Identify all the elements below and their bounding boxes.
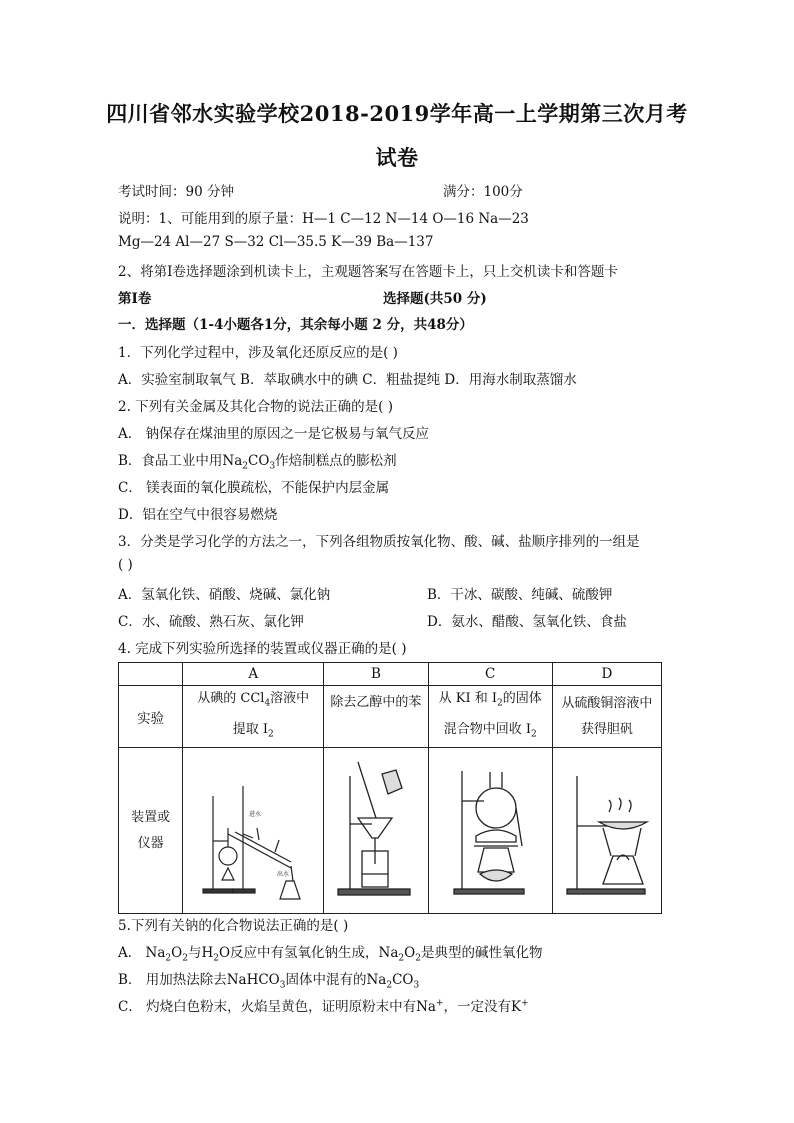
- evaporation-apparatus-image: [559, 756, 654, 906]
- q4-apparatus-row: [119, 748, 662, 914]
- full-score: 满分：100分: [443, 184, 523, 200]
- q4-table: [118, 662, 662, 914]
- cell-d-experiment: 从硫酸铜溶液中 获得胆矾: [552, 686, 661, 748]
- note-atomic-masses: 说明：1、可能用到的原子量：H—1 C—12 N—14 O—16 Na—23: [118, 211, 529, 227]
- distillation-apparatus-image: [193, 756, 313, 906]
- q3-option-c: C．水、硫酸、熟石灰、氯化钾: [118, 614, 304, 630]
- cell-d-apparatus: [552, 748, 661, 914]
- q3-stem: 3．分类是学习化学的方法之一，下列各组物质按氧化物、酸、碱、盐顺序排列的一组是: [118, 534, 640, 550]
- q1-options: A．实验室制取氧气 B．萃取碘水中的碘 C．粗盐提纯 D．用海水制取蒸馏水: [118, 372, 577, 388]
- q3-option-b: B．干冰、碳酸、纯碱、硫酸钾: [427, 587, 613, 603]
- q5-option-a: A． $Na_2O_2$与$H_2O$反应中有氢氧化钠生成，$Na_2O_2$是典型的碱性氧化物: [118, 945, 543, 964]
- part-title: 一．选择题（1-4小题各1分，其余每小题 2 分，共48分）: [118, 317, 473, 333]
- row-label-apparatus: 装置或 仪器: [119, 748, 183, 914]
- header-d: D: [552, 663, 661, 686]
- exam-time: 考试时间：90 分钟: [118, 184, 234, 200]
- inlet-label: 进水: [249, 810, 262, 818]
- q3-option-a: A．氢氧化铁、硝酸、烧碱、氯化钠: [118, 587, 331, 603]
- q3-paren: ( ): [118, 557, 133, 573]
- outlet-label: 出水: [277, 870, 290, 878]
- q5-option-b: B． 用加热法除去NaHCO$_3$固体中混有的$Na_2CO_3$: [118, 972, 420, 991]
- sublimation-apparatus-image: [438, 756, 543, 906]
- volume-title: 选择题(共50 分): [383, 291, 487, 307]
- volume-label: 第Ⅰ卷: [118, 291, 152, 307]
- row-label-experiment: 实验: [119, 686, 183, 748]
- q1-stem: 1．下列化学过程中，涉及氧化还原反应的是( ): [118, 345, 398, 361]
- q5-stem: 5.下列有关钠的化合物说法正确的是( ): [118, 918, 349, 934]
- exam-title-cont: 试卷: [375, 145, 419, 170]
- q2-option-a: A． 钠保存在煤油里的原因之一是它极易与氧气反应: [118, 426, 430, 442]
- q2-option-b: B．食品工业中用$Na_2CO_3$作焙制糕点的膨松剂: [118, 453, 397, 472]
- q2-option-c: C． 镁表面的氧化膜疏松，不能保护内层金属: [118, 480, 390, 496]
- q3-option-d: D．氨水、醋酸、氢氧化铁、食盐: [427, 614, 627, 630]
- cell-b-experiment: 除去乙醇中的苯: [324, 686, 429, 748]
- q5-option-c: C． 灼烧白色粉末，火焰呈黄色，证明原粉末中有Na+，一定没有K+: [118, 998, 529, 1015]
- q2-option-d: D．铝在空气中很容易燃烧: [118, 507, 278, 523]
- note-atomic-masses-cont: Mg—24 Al—27 S—32 Cl—35.5 K—39 Ba—137: [118, 234, 434, 250]
- cell-c-experiment: 从 KI 和 $I_2$的固体 混合物中回收 $I_2$: [428, 686, 552, 748]
- q4-header-row: [119, 663, 662, 686]
- header-empty: [119, 663, 183, 686]
- cell-c-apparatus: [428, 748, 552, 914]
- header-a: A: [183, 663, 324, 686]
- note-answer-sheet: 2、将第Ⅰ卷选择题涂到机读卡上，主观题答案写在答题卡上，只上交机读卡和答题卡: [118, 264, 618, 280]
- q4-stem: 4. 完成下列实验所选择的装置或仪器正确的是( ): [118, 641, 407, 657]
- header-c: C: [428, 663, 552, 686]
- filtration-apparatus-image: [328, 756, 423, 906]
- cell-a-apparatus: [183, 748, 324, 914]
- cell-b-apparatus: [324, 748, 429, 914]
- cell-a-experiment: 从碘的 CCl$_4$溶液中 提取 $I_2$: [183, 686, 324, 748]
- q4-experiment-row: [119, 686, 662, 748]
- exam-title: 四川省邻水实验学校2018-2019学年高一上学期第三次月考: [106, 101, 688, 126]
- q2-stem: 2. 下列有关金属及其化合物的说法正确的是( ): [118, 399, 393, 415]
- header-b: B: [324, 663, 429, 686]
